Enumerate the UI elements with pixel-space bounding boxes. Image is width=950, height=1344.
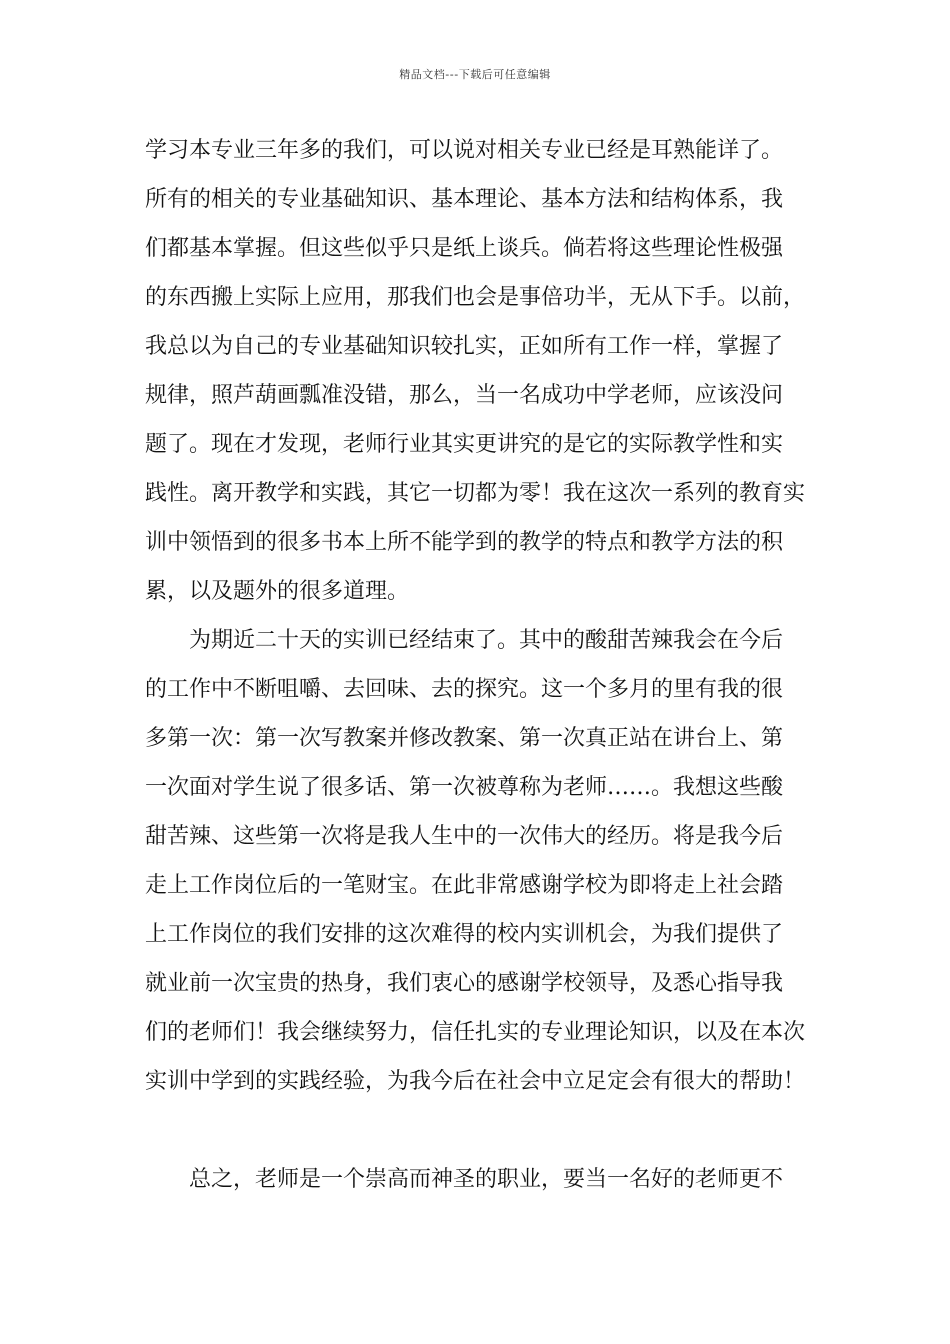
text-line: 们的老师们！我会继续努力，信任扎实的专业理论知识，以及在本次	[145, 1020, 806, 1045]
text-line: 训中领悟到的很多书本上所不能学到的教学的特点和教学方法的积	[145, 530, 784, 555]
text-line: 多第一次：第一次写教案并修改教案、第一次真正站在讲台上、第	[145, 726, 784, 751]
document-body	[145, 126, 813, 1204]
text-line: 上工作岗位的我们安排的这次难得的校内实训机会，为我们提供了	[145, 922, 784, 947]
text-line: 累，以及题外的很多道理。	[145, 579, 410, 604]
text-line: 一次面对学生说了很多话、第一次被尊称为老师……。我想这些酸	[145, 775, 784, 800]
text-line: 的东西搬上实际上应用，那我们也会是事倍功半，无从下手。以前，	[145, 285, 806, 310]
text-line: 甜苦辣、这些第一次将是我人生中的一次伟大的经历。将是我今后	[145, 824, 784, 849]
paragraph-3	[145, 1155, 813, 1204]
text-line: 为期近二十天的实训已经结束了。其中的酸甜苦辣我会在今后	[189, 628, 784, 653]
paragraph-1	[145, 126, 813, 616]
text-line: 践性。离开教学和实践，其它一切都为零！我在这次一系列的教育实	[145, 481, 806, 506]
text-line: 们都基本掌握。但这些似乎只是纸上谈兵。倘若将这些理论性极强	[145, 236, 784, 261]
text-line: 总之，老师是一个崇高而神圣的职业，要当一名好的老师更不	[189, 1167, 784, 1192]
text-line: 的工作中不断咀嚼、去回味、去的探究。这一个多月的里有我的很	[145, 677, 784, 702]
text-line: 就业前一次宝贵的热身，我们衷心的感谢学校领导，及悉心指导我	[145, 971, 784, 996]
text-line: 实训中学到的实践经验，为我今后在社会中立足定会有很大的帮助！	[145, 1069, 806, 1094]
text-line: 走上工作岗位后的一笔财宝。在此非常感谢学校为即将走上社会踏	[145, 873, 784, 898]
text-line: 学习本专业三年多的我们，可以说对相关专业已经是耳熟能详了。	[145, 138, 784, 163]
page-header: 精品文档---下载后可任意编辑	[399, 68, 551, 81]
text-line: 题了。现在才发现，老师行业其实更讲究的是它的实际教学性和实	[145, 432, 784, 457]
text-line: 所有的相关的专业基础知识、基本理论、基本方法和结构体系，我	[145, 187, 784, 212]
blank-line	[145, 1106, 813, 1155]
text-line: 规律，照芦葫画瓢准没错，那么，当一名成功中学老师，应该没问	[145, 383, 784, 408]
paragraph-2	[145, 616, 813, 1106]
text-line: 我总以为自己的专业基础知识较扎实，正如所有工作一样，掌握了	[145, 334, 784, 359]
